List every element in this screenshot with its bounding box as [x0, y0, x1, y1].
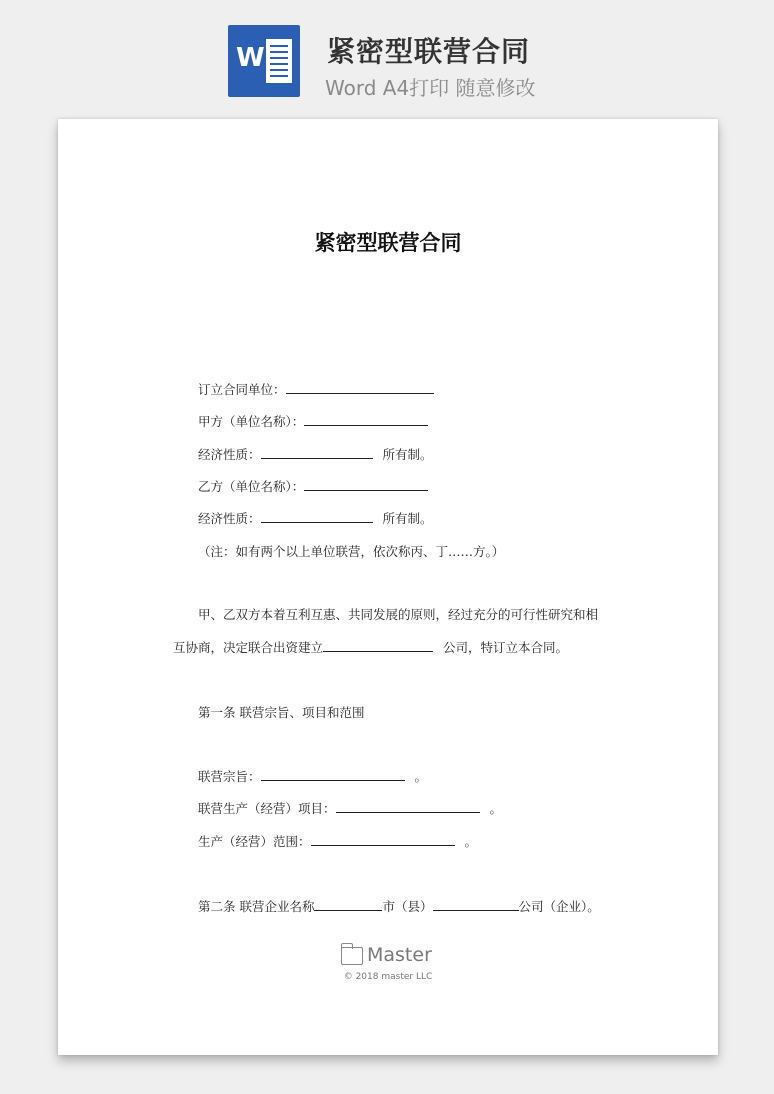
blank-field[interactable]	[311, 833, 455, 846]
document-title: 紧密型联营合同	[314, 231, 462, 255]
blank-field[interactable]	[304, 413, 428, 426]
company-suffix: 公司（企业）。	[518, 899, 600, 914]
blank-field[interactable]	[433, 898, 519, 911]
project-line	[198, 800, 502, 818]
preamble-text: 互协商，决定联合出资建立	[173, 640, 324, 655]
banner-title: 紧密型联营合同	[327, 35, 531, 68]
city-label: 市（县）	[382, 899, 433, 914]
party-a-label: 甲方（单位名称）：	[198, 414, 305, 429]
party-a-line	[198, 413, 428, 431]
folder-icon	[341, 947, 363, 965]
article-1-heading: 第一条 联营宗旨、项目和范围	[198, 705, 365, 720]
ownership-suffix: 所有制。	[382, 447, 433, 462]
word-icon-letter: W	[236, 43, 265, 73]
project-label: 联营生产（经营）项目：	[198, 801, 336, 816]
party-b-nature-line	[198, 510, 433, 528]
blank-field[interactable]	[261, 768, 405, 781]
note-line: （注：如有两个以上单位联营，依次称丙、丁……方。）	[198, 544, 505, 559]
word-document-icon	[228, 25, 300, 97]
scope-label: 生产（经营）范围：	[198, 834, 311, 849]
purpose-line	[198, 768, 427, 786]
purpose-label: 联营宗旨：	[198, 769, 261, 784]
document-page	[58, 119, 718, 1055]
period: 。	[489, 801, 503, 816]
banner-subtitle: Word A4打印 随意修改	[325, 76, 536, 100]
blank-field[interactable]	[286, 381, 434, 394]
party-b-label: 乙方（单位名称）：	[198, 479, 305, 494]
header-banner	[0, 0, 774, 118]
contract-parties-label: 订立合同单位：	[198, 382, 286, 397]
article-2-label: 第二条 联营企业名称	[198, 899, 315, 914]
blank-field[interactable]	[261, 446, 373, 459]
preamble-suffix: 公司，特订立本合同。	[443, 640, 569, 655]
copyright-text: © 2018 master LLC	[343, 972, 433, 982]
contract-parties-line	[198, 381, 434, 399]
party-b-line	[198, 478, 428, 496]
blank-field[interactable]	[314, 898, 382, 911]
party-a-nature-line	[198, 446, 433, 464]
word-icon-lines	[266, 39, 292, 83]
blank-field[interactable]	[336, 800, 480, 813]
preamble-line-2	[173, 639, 568, 657]
nature-label: 经济性质：	[198, 511, 261, 526]
preamble-line-1: 甲、乙双方本着互利互惠、共同发展的原则，经过充分的可行性研究和相	[198, 607, 599, 622]
nature-label: 经济性质：	[198, 447, 261, 462]
scope-line	[198, 833, 477, 851]
period: 。	[464, 834, 478, 849]
master-logo	[341, 945, 461, 969]
blank-field[interactable]	[304, 478, 428, 491]
watermark	[91, 471, 105, 491]
blank-field[interactable]	[323, 639, 433, 652]
blank-field[interactable]	[261, 510, 373, 523]
logo-text: Master	[367, 944, 432, 966]
article-2-line	[198, 898, 600, 916]
ownership-suffix: 所有制。	[382, 511, 433, 526]
period: 。	[414, 769, 428, 784]
